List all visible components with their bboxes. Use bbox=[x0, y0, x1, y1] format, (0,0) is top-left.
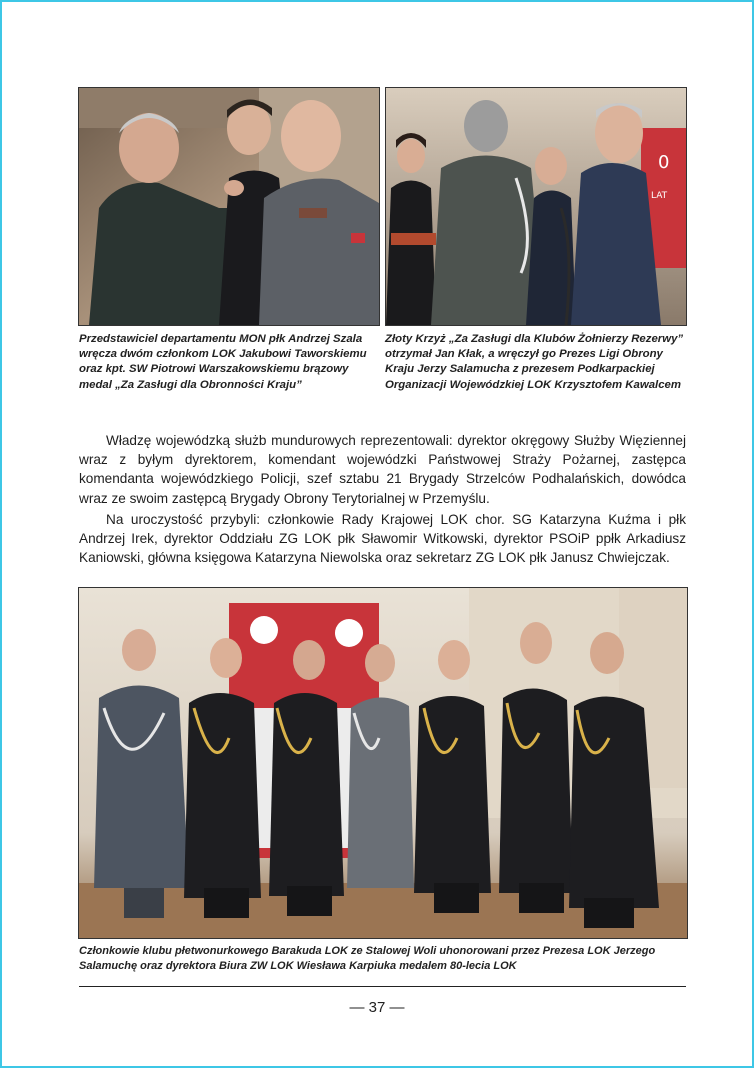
photo-group-barakuda bbox=[78, 587, 688, 939]
photo-medal-ceremony-2 bbox=[385, 87, 687, 326]
page-number: — 37 — bbox=[349, 999, 405, 1016]
footer-divider bbox=[79, 986, 686, 987]
body-paragraph-2: Na uroczystość przybyli: członkowie Rady Krajowej LOK chor. SG Katarzyna Kuźma i płk Andrzej Irek, dyrektor Oddziału ZG LOK płk Sławomir Witkowski, dyrektor PSOiP ppłk Arkadiusz Kaniowski, główna księgowa Katarzyna Niewolska oraz sekretarz ZG LOK płk Janusz Chwiejczak. bbox=[79, 512, 686, 566]
svg-text:LAT: LAT bbox=[651, 191, 668, 201]
photo-medal-ceremony-1 bbox=[78, 87, 380, 326]
caption-photo-2: Złoty Krzyż „Za Zasługi dla Klubów Żołnierzy Rezerwy” otrzymał Jan Kłak, a wręczył go Prezes Ligi Obrony Kraju Jerzy Salamucha z prezesem Podkarpackiej Organizacji Wojewódzkiej LOK Krzysztofem Kawalcem bbox=[385, 333, 684, 391]
body-paragraph-1: Władzę wojewódzką służb mundurowych reprezentowali: dyrektor okręgowy Służby Więziennej wraz z byłym dyrektorem, komendant wojewódzki Państwowej Straży Pożarnej, zastępca komendanta wojewódzkiego Policji, szef sztabu 21 Brygady Strzelców Podhalańskich, dowódca wraz ze swoim zastępcą Brygady Obrony Terytorialnej w Przemyślu. bbox=[79, 433, 686, 506]
caption-photo-3: Członkowie klubu płetwonurkowego Barakuda LOK ze Stalowej Woli uhonorowani przez Prezesa LOK Jerzego Salamuchę oraz dyrektora Biura ZW LOK Wiesława Karpiuka medalem 80-lecia LOK bbox=[79, 945, 656, 972]
caption-photo-1: Przedstawiciel departamentu MON płk Andrzej Szala wręcza dwóm członkom LOK Jakubowi Taworskiemu oraz kpt. SW Piotrowi Warszakowskiemu brązowy medal „Za Zasługi dla Obronności Kraju” bbox=[79, 333, 367, 391]
svg-text:0: 0 bbox=[658, 152, 670, 173]
